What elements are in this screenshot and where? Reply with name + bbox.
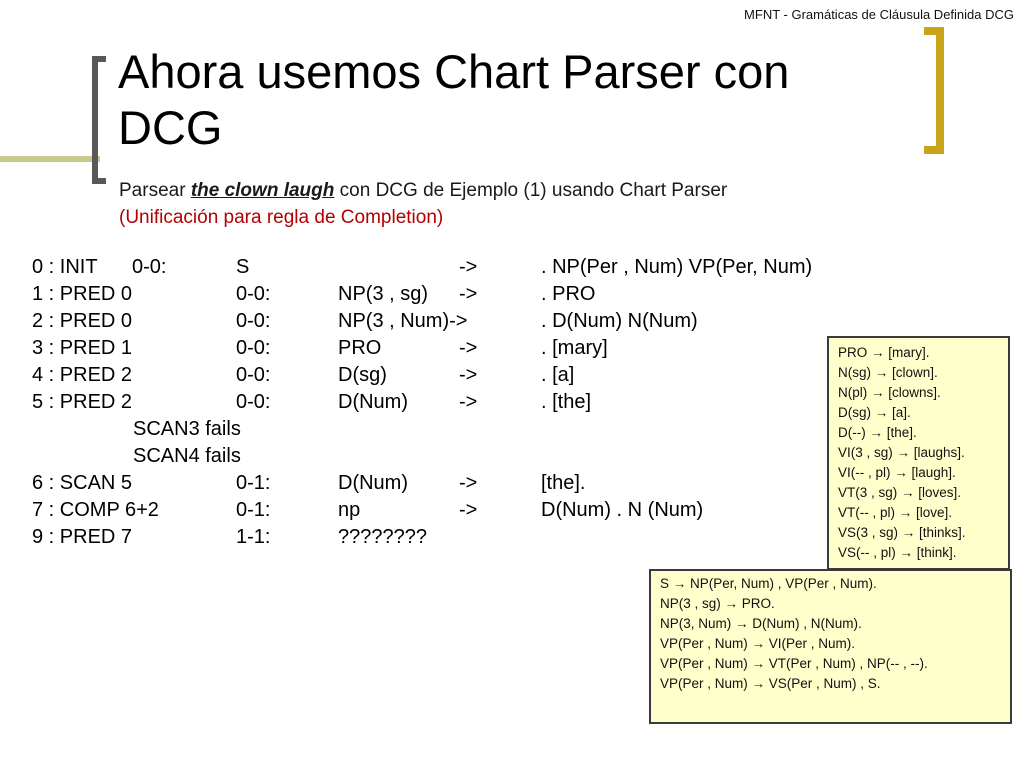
trace-rhs: D(Num) . N (Num) [541,499,704,521]
trace-arrow: -> [459,337,478,359]
trace-note: SCAN4 fails [133,445,241,467]
trace-lhs: S [236,256,250,278]
trace-step: 2 : PRED 0 [32,310,133,332]
trace-note: SCAN3 fails [133,418,241,440]
lexicon-rule: N(pl) → [clowns]. [838,385,941,400]
trace-span: 0-0: [236,391,271,413]
trace-rhs: . NP(Per , Num) VP(Per, Num) [541,256,813,278]
subtitle-prefix: Parsear [119,180,191,201]
decorative-line [0,156,100,162]
trace-span: 0-0: [236,337,271,359]
left-bracket-decoration [92,56,106,184]
trace-span: 0-0: [236,310,271,332]
lexicon-rule: VT(-- , pl) → [love]. [838,505,953,520]
subtitle-suffix: con DCG de Ejemplo (1) usando Chart Parser [334,180,728,201]
trace-lhs: D(Num) [338,391,408,413]
trace-step: 1 : PRED 0 [32,283,133,305]
trace-rhs: . PRO [541,283,596,305]
trace-arrow: -> [459,391,478,413]
trace-span: 1-1: [236,526,271,548]
trace-span: 0-0: [236,364,271,386]
subtitle-emphasis: the clown laugh [190,180,335,201]
grammar-rule: VP(Per , Num) → VI(Per , Num). [660,636,856,651]
slide-title: Ahora usemos Chart Parser con DCG [118,45,790,154]
grammar-rule: NP(3, Num) → D(Num) , N(Num). [660,616,862,631]
grammar-rule: VP(Per , Num) → VS(Per , Num) , S. [660,676,881,691]
trace-rhs: . D(Num) N(Num) [541,310,698,332]
lexicon-rule: VS(3 , sg) → [thinks]. [838,525,966,540]
trace-ref: 0-0: [132,256,167,278]
trace-arrow: -> [459,499,478,521]
slide-header-note: MFNT - Gramáticas de Cláusula Definida DCG [744,7,1014,22]
right-bracket-decoration [924,27,944,154]
trace-arrow: -> [459,364,478,386]
trace-step: 0 : INIT [32,256,98,278]
lexicon-rule: VI(3 , sg) → [laughs]. [838,445,965,460]
trace-step: 4 : PRED 2 [32,364,133,386]
trace-arrow: -> [459,472,478,494]
lexicon-rules-box [827,336,1010,570]
grammar-rules-box [649,569,1012,724]
lexicon-rule: D(sg) → [a]. [838,405,911,420]
subtitle-line-1 [119,180,727,202]
grammar-rule: VP(Per , Num) → VT(Per , Num) , NP(-- , --). [660,656,928,671]
lexicon-rule: VI(-- , pl) → [laugh]. [838,465,956,480]
trace-rhs: [the]. [541,472,586,494]
trace-lhs: PRO [338,337,382,359]
trace-span: 0-1: [236,472,271,494]
trace-lhs: NP(3 , sg) [338,283,429,305]
trace-rhs: . [a] [541,364,575,386]
trace-lhs: np [338,499,361,521]
trace-lhs: D(sg) [338,364,387,386]
trace-step: 5 : PRED 2 [32,391,133,413]
trace-lhs: D(Num) [338,472,408,494]
trace-lhs: ???????? [338,526,427,548]
trace-arrow: -> [459,283,478,305]
trace-span: 0-1: [236,499,271,521]
lexicon-rule: VS(-- , pl) → [think]. [838,545,957,560]
trace-arrow: -> [459,256,478,278]
trace-rhs: . [mary] [541,337,608,359]
trace-lhs: NP(3 , Num)-> [338,310,468,332]
lexicon-rule: N(sg) → [clown]. [838,365,938,380]
subtitle-line-2: (Unificación para regla de Completion) [119,207,444,228]
trace-step: 9 : PRED 7 [32,526,133,548]
grammar-rule: NP(3 , sg) → PRO. [660,596,775,611]
lexicon-rule: PRO → [mary]. [838,345,930,360]
trace-span: 0-0: [236,283,271,305]
grammar-rule: S → NP(Per, Num) , VP(Per , Num). [660,576,877,591]
lexicon-rule: VT(3 , sg) → [loves]. [838,485,962,500]
lexicon-rule: D(--) → [the]. [838,425,917,440]
trace-step: 7 : COMP 6+2 [32,499,159,521]
trace-step: 3 : PRED 1 [32,337,133,359]
trace-step: 6 : SCAN 5 [32,472,133,494]
trace-rhs: . [the] [541,391,592,413]
